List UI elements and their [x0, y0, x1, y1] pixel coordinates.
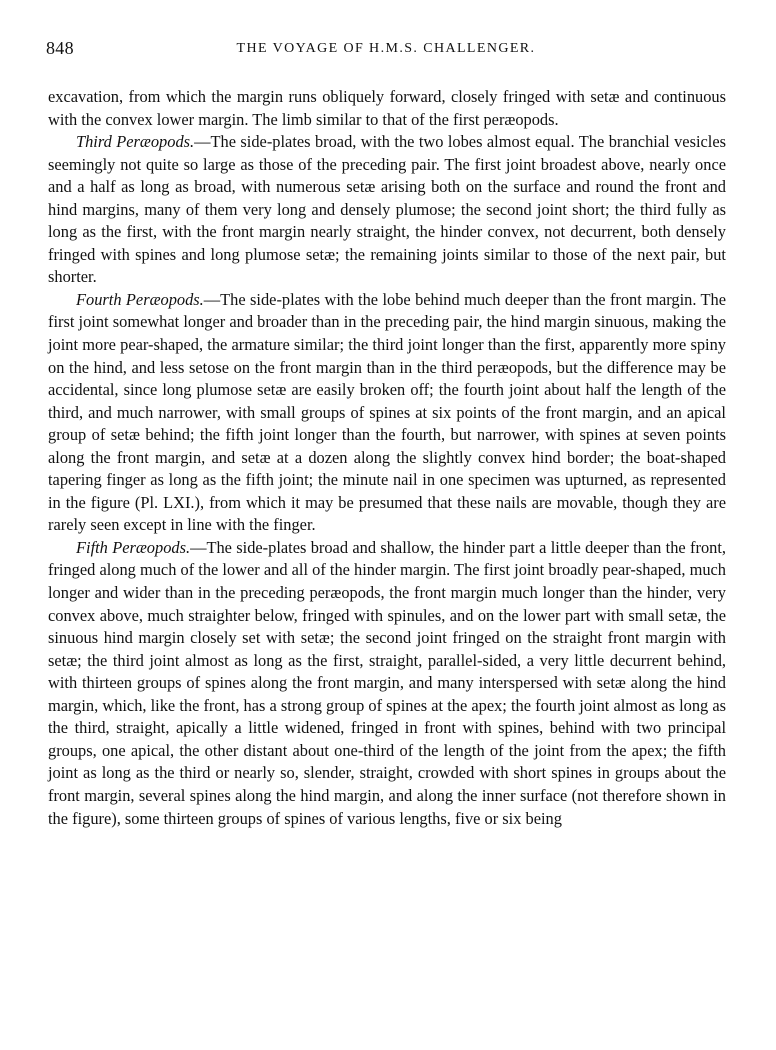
page-number: 848	[46, 38, 74, 58]
paragraph-text: —The side-plates with the lobe behind much deeper than the front margin. The first joint somewhat longer and broader than in the preceding pair, the hind margin sinuous, making the joint more pear-shaped, the armature similar; the third joint longer than the first, apparently more spiny on the hind, and less setose on the front margin than in the third peræopods, but the difference may be accidental, since long plumose setæ are easily broken off; the fourth joint about half the length of the third, and much narrower, with small groups of spines at six points of the front margin, and an apical group of setæ behind; the fifth joint longer than the fourth, but narrower, with spines at seven points along the front margin, and setæ at a dozen along the slightly convex hind border; the boat-shaped tapering finger as long as the fifth joint; the minute nail in one specimen was upturned, as represented in the figure (Pl. LXI.), from which it may be presumed that these nails are movable, though they are rarely seen except in line with the finger.	[48, 289, 726, 535]
page-header	[46, 38, 726, 62]
paragraph-fourth-peraeopods	[48, 289, 726, 537]
paragraph-continuation	[48, 86, 726, 131]
paragraph-text: —The side-plates broad, with the two lobes almost equal. The branchial vesicles seemingly not quite so large as those of the preceding pair. The first joint broadest above, nearly once and a half as long as broad, with numerous setæ arising both on the surface and round the front and hind margins, many of them very long and densely plumose; the second joint short; the third fully as long as the first, with the front margin nearly straight, the hinder convex, not decurrent, both densely fringed with spines and long plumose setæ; the remaining joints similar to those of the next pair, but shorter.	[48, 132, 726, 287]
paragraph-text: excavation, from which the margin runs obliquely forward, closely fringed with setæ and continuous with the convex lower margin. The limb similar to that of the first peræopods.	[48, 87, 726, 129]
body-text	[48, 86, 726, 830]
section-heading: Fifth Peræopods.	[76, 537, 191, 557]
section-heading: Third Peræopods.	[76, 132, 195, 152]
paragraph-text: —The side-plates broad and shallow, the hinder part a little deeper than the front, fringed along much of the lower and all of the hinder margin. The first joint broadly pear-shaped, much longer and wider than in the preceding peræopods, the front margin much longer than the hinder, very convex above, much straighter below, fringed with spinules, and on the lower part with small setæ, the sinuous hind margin closely set with setæ; the second joint fringed on the straight front margin with setæ; the third joint almost as long as the first, straight, parallel-sided, a very little decurrent behind, with thirteen groups of spines along the front margin, and many interspersed with setæ along the hind margin, which, like the front, has a strong group of spines at the apex; the fourth joint almost as long as the third, straight, apically a little widened, fringed in front with spines, behind with two principal groups, one apical, the other distant about one-third of the length of the joint from the apex; the fifth joint as long as the third or nearly so, slender, straight, crowded with short spines in groups about the front margin, several spines along the hind margin, and along the inner surface (not therefore shown in the figure), some thirteen groups of spines of various lengths, five or six being	[48, 537, 726, 828]
paragraph-third-peraeopods	[48, 131, 726, 289]
running-title: THE VOYAGE OF H.M.S. CHALLENGER.	[236, 41, 536, 56]
paragraph-fifth-peraeopods	[48, 537, 726, 830]
section-heading: Fourth Peræopods.	[76, 289, 204, 309]
